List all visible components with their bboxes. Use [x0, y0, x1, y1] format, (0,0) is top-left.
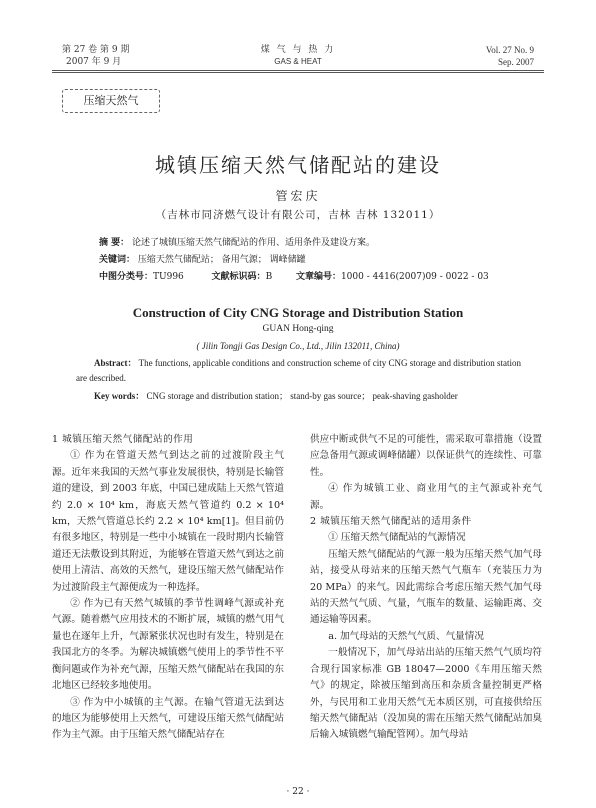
body-paragraph: ③ 作为中小城镇的主气源。在输气管道无法到达的地区为能够使用上天然气，可建设压缩天然气储配站作为主气源。由于压缩天然气储配站存在	[52, 696, 284, 741]
right-column	[310, 432, 542, 744]
column-badge: 压缩天然气	[62, 89, 160, 113]
journal-date-en: Sep. 2007	[498, 57, 534, 67]
body-paragraph: a. 加气母站的天然气气质、气量情况	[328, 630, 484, 642]
page-title: 城镇压缩天然气储配站的建设	[155, 153, 441, 177]
body-paragraph: 一般情况下，加气母站出站的压缩天然气气质均符合现行国家标准 GB 18047—2000《车用压缩天然气》的规定，除被压缩到高压和杂质含量控制更严格外，与民用和工业用天然气无本质区别，可直接供给压缩天然气储配站（没加臭的需在压缩天然气储配站加臭后输入城镇燃气输配管网）。加气母站	[310, 647, 542, 741]
abstract-label: 摘 要：	[99, 238, 130, 248]
doc-code-label: 文献标识码：	[211, 272, 266, 282]
english-title: Construction of City CNG Storage and Distribution Station	[132, 305, 464, 320]
body-paragraph: ② 作为已有天然气城镇的季节性调峰气源或补充气源。随着燃气应用技术的不断扩展，城镇的燃气用气量也在逐年上升，气源紧张状况也时有发生，特别是在我国北方的冬季。为解决城镇燃气使用上的季节性不平衡问题或作为补充气源，压缩天然气储配站在我国的东北地区已经较多地使用。	[52, 598, 284, 692]
affiliation: （吉林市同济燃气设计有限公司，吉林 吉林 132011）	[155, 209, 441, 221]
body-paragraph: 供应中断或供气不足的可能性，需采取可靠措施（设置应急备用气源或调峰储罐）以保证供气的连续性、可靠性。	[310, 434, 542, 478]
english-affiliation: ( Jilin Tongji Gas Design Co., Ltd., Jilin 132011, China)	[196, 341, 400, 351]
abstract-text: 论述了城镇压缩天然气储配站的作用、适用条件及建设方案。	[132, 238, 376, 248]
header-rule	[52, 70, 544, 71]
header-rule-2	[52, 72, 544, 73]
english-abstract	[76, 356, 522, 404]
page-number: · 22 ·	[286, 787, 310, 797]
body-paragraph: ④ 作为城镇工业、商业用气的主气源或补充气源。	[310, 483, 542, 511]
english-keywords-label: Key words：	[94, 391, 145, 401]
keywords-text: 压缩天然气储配站； 备用气源； 调峰储罐	[137, 255, 306, 265]
english-abstract-label: Abstract：	[94, 358, 137, 368]
english-keywords-text: CNG storage and distribution station； stand-by gas source； peak-shaving gasholder	[146, 391, 458, 401]
keywords-label: 关键词：	[99, 255, 136, 265]
article-no-label: 文章编号：	[295, 272, 341, 282]
journal-volume: 第 27 卷 第 9 期	[62, 45, 130, 55]
abstract-line	[99, 237, 529, 250]
body-paragraph: ① 作为在管道天然气到达之前的过渡阶段主气源。近年来我国的天然气事业发展很快，特别是长输管道的建设，到 2003 年底，中国已建成陆上天然气管道约 2.0 × 10⁴ km，海底天然气管道约 0.2 × 10⁴ km，天然气管道总长约 2.2 × 10⁴ km[1]。但目前仍有很多地区，特别是一些中小城镇在一段时期内长输管道还无法敷设到其附近，为能够在管道天然气到达之前使用上清洁、高效的天然气，建设压缩天然气储配站作为过渡阶段主气源便成为一种选择。	[52, 450, 284, 593]
section-heading: 2 城镇压缩天然气储配站的适用条件	[310, 516, 472, 528]
clc-label: 中图分类号：	[99, 272, 154, 282]
journal-volume-en: Vol. 27 No. 9	[485, 45, 534, 55]
article-no-value: 1000 - 4416(2007)09 - 0022 - 03	[340, 272, 489, 282]
clc-value: TU996	[153, 272, 184, 282]
section-heading: 1 城镇压缩天然气储配站的作用	[52, 434, 194, 445]
body-paragraph: ① 压缩天然气储配站的气源情况	[328, 532, 466, 544]
journal-name: 煤 气 与 热 力	[260, 45, 336, 55]
journal-name-en: GAS & HEAT	[274, 57, 322, 66]
journal-date: 2007 年 9 月	[66, 57, 122, 67]
body-paragraph: 压缩天然气储配站的气源一般为压缩天然气加气母站，接受从母站来的压缩天然气气瓶车（充装压力为 20 MPa）的来气。因此需综合考虑压缩天然气加气母站的天然气气质、气量，气瓶车的数量、运输距离、交通运输等因素。	[310, 548, 542, 626]
author: 管宏庆	[275, 189, 321, 203]
keywords-line	[99, 254, 529, 267]
doc-code-value: B	[265, 272, 273, 282]
english-abstract-text: The functions, applicable conditions and construction scheme of city CNG storage and distribution station are described.	[76, 358, 522, 383]
classification-line	[99, 271, 539, 284]
left-column	[52, 432, 284, 744]
english-author: GUAN Hong-qing	[262, 324, 334, 334]
